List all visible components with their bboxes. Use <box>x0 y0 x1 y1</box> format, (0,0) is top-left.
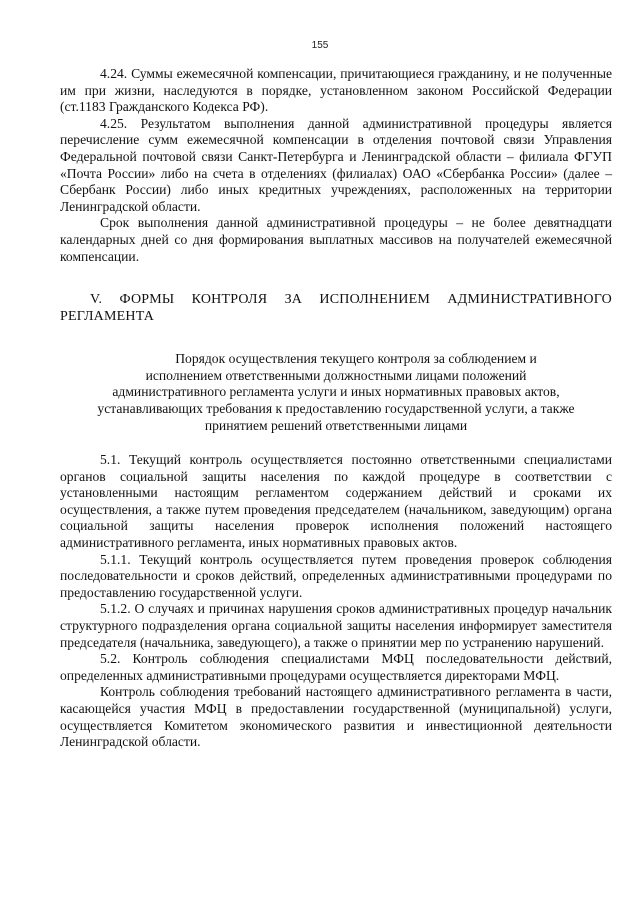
paragraph-deadline: Срок выполнения данной административной процедуры – не более девятнадцати календарных дней со дня формирования выплатных массивов на получателей ежемесячной компенсации. <box>60 215 612 264</box>
subsection-heading-line: административного регламента услуги и иных нормативных правовых актов, <box>112 384 560 400</box>
section-title: V. ФОРМЫ КОНТРОЛЯ ЗА ИСПОЛНЕНИЕМ АДМИНИСТРАТИВНОГО РЕГЛАМЕНТА <box>60 292 612 325</box>
paragraph-5-1: 5.1. Текущий контроль осуществляется постоянно ответственными специалистами органов социальной защиты населения по каждой процедуре в соответствии с установленными настоящим регламентом содержанием действий и сроками их осуществления, а также путем проведения председателем (начальником, заведующим) органа социальной защиты населения проверок исполнения положений настоящего административного регламента, иных нормативных правовых актов. <box>60 452 612 551</box>
subsection-heading-line: исполнением ответственными должностными лицами положений <box>145 367 527 383</box>
paragraph-5-2: 5.2. Контроль соблюдения специалистами МФЦ последовательности действий, определенных административными процедурами осуществляется директорами МФЦ. <box>60 651 612 683</box>
subsection-heading-line: принятием решений ответственными лицами <box>204 417 468 433</box>
subsection-heading <box>60 351 612 434</box>
subsection-heading-line: Порядок осуществления текущего контроля за соблюдением и <box>175 351 537 367</box>
subsection-heading-line: устанавливающих требования к предоставлению государственной услуги, а также <box>97 400 575 416</box>
paragraph-4-25: 4.25. Результатом выполнения данной административной процедуры является перечисление сумм ежемесячной компенсации в отделения почтовой связи Управления Федеральной почтовой связи Санкт-Петербурга и Ленинградской области – филиала ФГУП «Почта России» либо на счета в отделениях (филиалах) ОАО «Сбербанка России» (далее – Сбербанк России) либо иных кредитных учреждениях, расположенных на территории Ленинградской области. <box>60 115 612 214</box>
paragraph-5-1-2: 5.1.2. О случаях и причинах нарушения сроков административных процедур начальник структурного подразделения органа социальной защиты населения информирует заместителя председателя (начальника, заведующего), а также о принятии мер по устранению нарушений. <box>60 601 612 650</box>
paragraph-4-24: 4.24. Суммы ежемесячной компенсации, причитающиеся гражданину, и не полученные им при жизни, наследуются в порядке, установленном законом Российской Федерации (ст.1183 Гражданского Кодекса РФ). <box>60 66 612 115</box>
page-number: 155 <box>311 40 329 51</box>
paragraph-5-1-1: 5.1.1. Текущий контроль осуществляется путем проведения проверок соблюдения последовательности и сроков действий, определенных административными процедурами по предоставлению государственной услуги. <box>60 551 612 600</box>
paragraph-control-mfc: Контроль соблюдения требований настоящего административного регламента в части, касающейся участия МФЦ в предоставлении государственной (муниципальной) услуги, осуществляется Комитетом экономического развития и инвестиционной деятельности Ленинградской области. <box>60 684 612 750</box>
document-body <box>60 66 612 751</box>
